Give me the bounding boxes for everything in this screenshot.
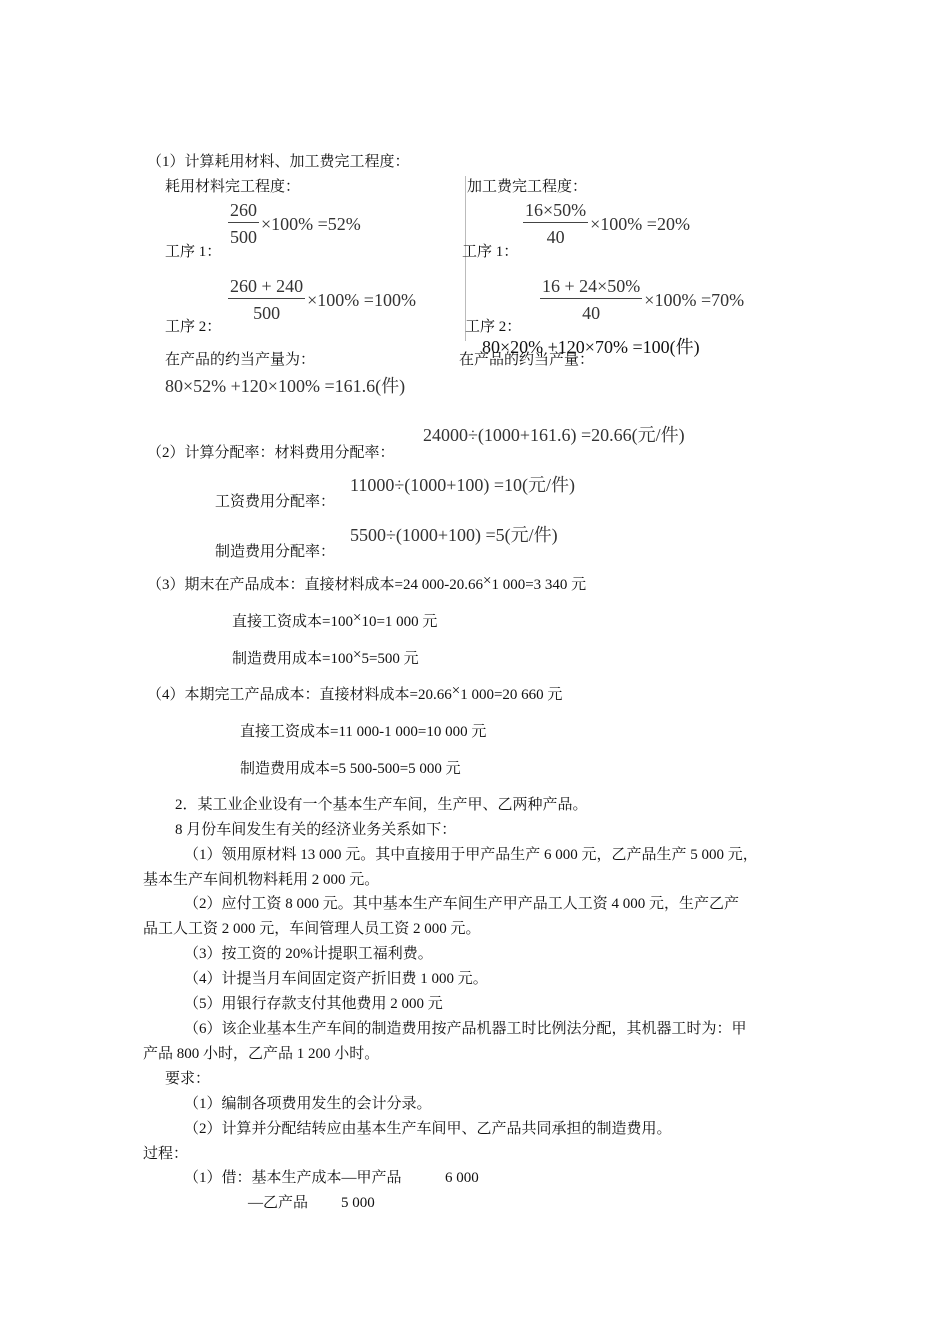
material-step2-formula <box>228 277 416 322</box>
processing-equiv-label: 在产品的约当产量： <box>459 352 595 368</box>
fraction-denominator: 40 <box>546 227 565 247</box>
problem2-item6-cont: 产品 800 小时，乙产品 1 200 小时。 <box>143 1046 380 1062</box>
problem2-intro: 2．某工业企业设有一个基本生产车间，生产甲、乙两种产品。 <box>175 797 588 813</box>
overhead-rate-formula: 5500÷(1000+100) =5(元/件) <box>350 525 558 545</box>
wage-rate-label: 工资费用分配率： <box>215 494 336 510</box>
fraction-result: ×100% =52% <box>261 213 361 234</box>
part3-line2-result: 10=1 000 元 <box>361 614 438 630</box>
part1-heading: （1）计算耗用材料、加工费完工程度： <box>147 154 410 170</box>
times-sign: × <box>352 647 362 663</box>
material-equiv-formula: 80×52% +120×100% =161.6(件) <box>165 376 406 396</box>
fraction-result: ×100% =20% <box>590 213 690 234</box>
journal-entry-2: —乙产品 <box>248 1195 309 1211</box>
processing-equiv-formula: 80×20% +120×70% =100(件) <box>482 337 700 357</box>
part3-line3-result: 5=500 元 <box>361 651 419 667</box>
part2-heading: （2）计算分配率：材料费用分配率： <box>147 445 395 461</box>
fraction-numerator: 16×50% <box>523 201 588 223</box>
problem2-item1: （1）领用原材料 13 000 元。其中直接用于甲产品生产 6 000 元，乙产品生产 5 000 元， <box>184 847 758 863</box>
problem2-item2-cont: 品工人工资 2 000 元，车间管理人员工资 2 000 元。 <box>143 921 481 937</box>
overhead-rate-label: 制造费用分配率： <box>215 544 336 560</box>
material-equiv-label: 在产品的约当产量为： <box>165 352 316 368</box>
part3-line1 <box>147 573 587 593</box>
fraction-denominator: 500 <box>230 227 257 247</box>
problem2-item2: （2）应付工资 8 000 元。其中基本生产车间生产甲产品工人工资 4 000 元，生产乙产 <box>184 896 740 912</box>
processing-completion-title: 加工费完工程度： <box>467 179 588 195</box>
fraction-numerator: 16 + 24×50% <box>540 277 642 299</box>
processing-step2-formula <box>540 277 744 322</box>
problem2-item1-cont: 基本生产车间机物料耗用 2 000 元。 <box>143 872 380 888</box>
part4-line1 <box>147 683 563 703</box>
journal-entry-1-amount: 6 000 <box>445 1170 479 1186</box>
requirement-2: （2）计算并分配结转应由基本生产车间甲、乙产品共同承担的制造费用。 <box>184 1121 672 1137</box>
problem2-item3: （3）按工资的 20%计提职工福利费。 <box>184 946 433 962</box>
processing-step1-formula <box>523 201 690 246</box>
fraction-denominator: 500 <box>253 303 281 323</box>
process-title: 过程： <box>143 1146 189 1162</box>
fraction-numerator: 260 + 240 <box>228 277 305 299</box>
fraction-result: ×100% =100% <box>307 289 416 310</box>
requirement-1: （1）编制各项费用发生的会计分录。 <box>184 1096 432 1112</box>
part4-line2: 直接工资成本=11 000-1 000=10 000 元 <box>240 724 487 740</box>
problem2-intro2: 8 月份车间发生有关的经济业务关系如下： <box>175 822 457 838</box>
part4-line1-text: （4）本期完工产品成本：直接材料成本=20.66 <box>147 687 452 703</box>
wage-rate-formula: 11000÷(1000+100) =10(元/件) <box>350 475 575 495</box>
part3-line3 <box>232 647 419 667</box>
material-step1-formula <box>228 201 361 246</box>
part4-line1-result: 1 000=20 660 元 <box>460 687 563 703</box>
times-sign: × <box>451 683 461 699</box>
part3-line3-text: 制造费用成本=100 <box>232 651 353 667</box>
fraction-numerator: 260 <box>228 201 259 223</box>
problem2-item5: （5）用银行存款支付其他费用 2 000 元 <box>184 996 443 1012</box>
fraction-result: ×100% =70% <box>644 289 745 310</box>
journal-entry-1: （1）借：基本生产成本—甲产品 <box>184 1170 402 1186</box>
step1-label: 工序 1： <box>165 244 222 260</box>
part4-line3: 制造费用成本=5 500-500=5 000 元 <box>240 761 461 777</box>
requirements-title: 要求： <box>165 1071 211 1087</box>
step2-label: 工序 2： <box>165 319 222 335</box>
step1-label: 工序 1： <box>462 244 519 260</box>
problem2-item6: （6）该企业基本生产车间的制造费用按产品机器工时比例法分配，其机器工时为：甲 <box>184 1021 747 1037</box>
problem2-item4: （4）计提当月车间固定资产折旧费 1 000 元。 <box>184 971 488 987</box>
part3-line2-text: 直接工资成本=100 <box>232 614 353 630</box>
material-rate-formula: 24000÷(1000+161.6) =20.66(元/件) <box>423 425 685 445</box>
material-completion-title: 耗用材料完工程度： <box>165 179 301 195</box>
journal-entry-2-amount: 5 000 <box>341 1195 375 1211</box>
part3-line2 <box>232 610 438 630</box>
part3-line1-text: （3）期末在产品成本：直接材料成本=24 000-20.66 <box>147 577 483 593</box>
fraction-denominator: 40 <box>582 303 601 323</box>
times-sign: × <box>482 573 492 589</box>
step2-label: 工序 2： <box>465 319 522 335</box>
part3-line1-result: 1 000=3 340 元 <box>491 577 587 593</box>
times-sign: × <box>352 610 362 626</box>
